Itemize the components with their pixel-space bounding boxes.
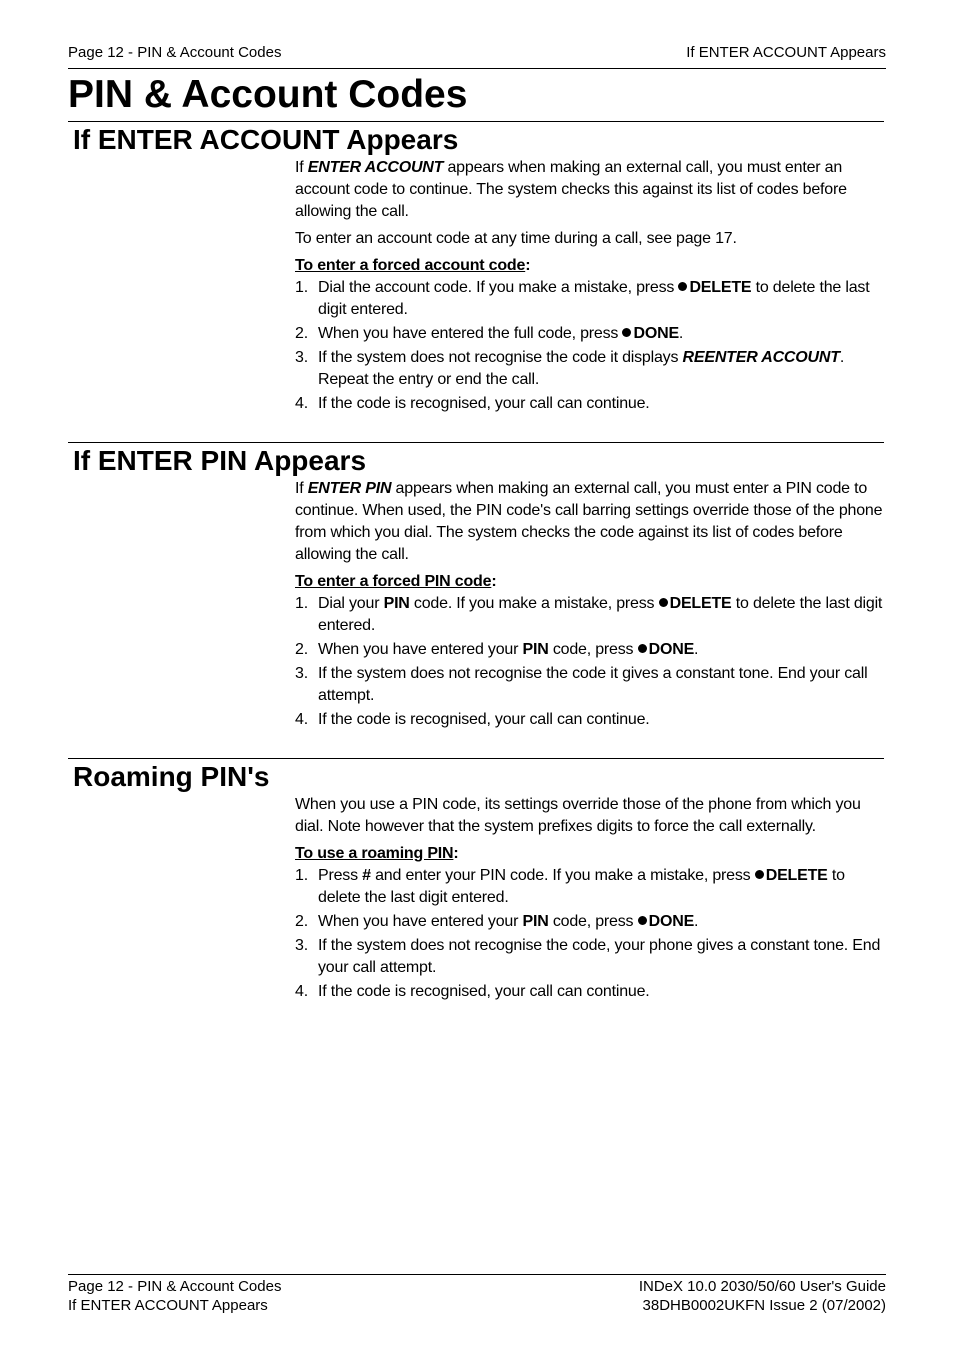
section-divider [68,121,884,122]
list-item: 4. If the code is recognised, your call can continue. [295,395,650,412]
footer-left: Page 12 - PIN & Account Codes If ENTER ACCOUNT Appears [68,1278,282,1314]
header-right: If ENTER ACCOUNT Appears [686,44,886,61]
section-heading-enter-pin: If ENTER PIN Appears [73,445,367,476]
page-header [68,44,886,61]
section-heading-enter-account: If ENTER ACCOUNT Appears [73,124,459,155]
list-item: 1. Dial the account code. If you make a mistake, press DELETE to delete the last digit entered. [295,279,870,318]
paragraph: When you use a PIN code, its settings override those of the phone from which you dial. Note however that the system prefixes digits to force the call externally. [295,796,861,835]
page-title: PIN & Account Codes [68,73,468,116]
list-item: 1. Press # and enter your PIN code. If you make a mistake, press DELETE to delete the last digit entered. [295,867,845,906]
list-item: 2. When you have entered the full code, press DONE. [295,325,684,342]
list-item: 4. If the code is recognised, your call can continue. [295,711,650,728]
list-item: 3. If the system does not recognise the code it gives a constant tone. End your call attempt. [295,665,868,704]
header-divider [68,68,886,69]
button-dot-icon [638,916,647,925]
page-footer [68,1277,886,1315]
paragraph: If ENTER ACCOUNT appears when making an external call, you must enter an account code to continue. The system checks this against its list of codes before allowing the call. [295,159,847,220]
procedure-heading: To enter a forced account code: [295,257,531,274]
footer-right: INDeX 10.0 2030/50/60 User's Guide 38DHB0002UKFN Issue 2 (07/2002) [638,1278,886,1314]
list-item: 4. If the code is recognised, your call can continue. [295,983,650,1000]
section-body-roaming-pin [295,794,885,1005]
section-heading-roaming-pin: Roaming PIN's [73,761,270,792]
procedure-heading: To enter a forced PIN code: [295,573,497,590]
procedure-list [295,593,885,731]
list-item: 3. If the system does not recognise the code it displays REENTER ACCOUNT. Repeat the entry or end the call. [295,349,845,388]
procedure-list [295,277,885,415]
button-dot-icon [638,644,647,653]
button-dot-icon [678,282,687,291]
list-item: 1. Dial your PIN code. If you make a mistake, press DELETE to delete the last digit entered. [295,595,883,634]
header-left: Page 12 - PIN & Account Codes [68,44,282,61]
footer-divider [68,1274,886,1275]
list-item: 2. When you have entered your PIN code, press DONE. [295,641,699,658]
section-divider [68,442,884,443]
section-body-enter-pin [295,478,885,733]
list-item: 2. When you have entered your PIN code, press DONE. [295,913,699,930]
procedure-heading: To use a roaming PIN: [295,845,459,862]
paragraph: If ENTER PIN appears when making an external call, you must enter a PIN code to continue. When used, the PIN code's call barring settings override those of the phone from which you dial. The system checks the code against its list of codes before allowing the call. [295,480,883,563]
procedure-list [295,865,885,1003]
list-item: 3. If the system does not recognise the code, your phone gives a constant tone. End your call attempt. [295,937,881,976]
section-body-enter-account [295,157,885,417]
paragraph: To enter an account code at any time during a call, see page 17. [295,230,737,247]
button-dot-icon [622,328,631,337]
button-dot-icon [659,598,668,607]
section-divider [68,758,884,759]
button-dot-icon [755,870,764,879]
